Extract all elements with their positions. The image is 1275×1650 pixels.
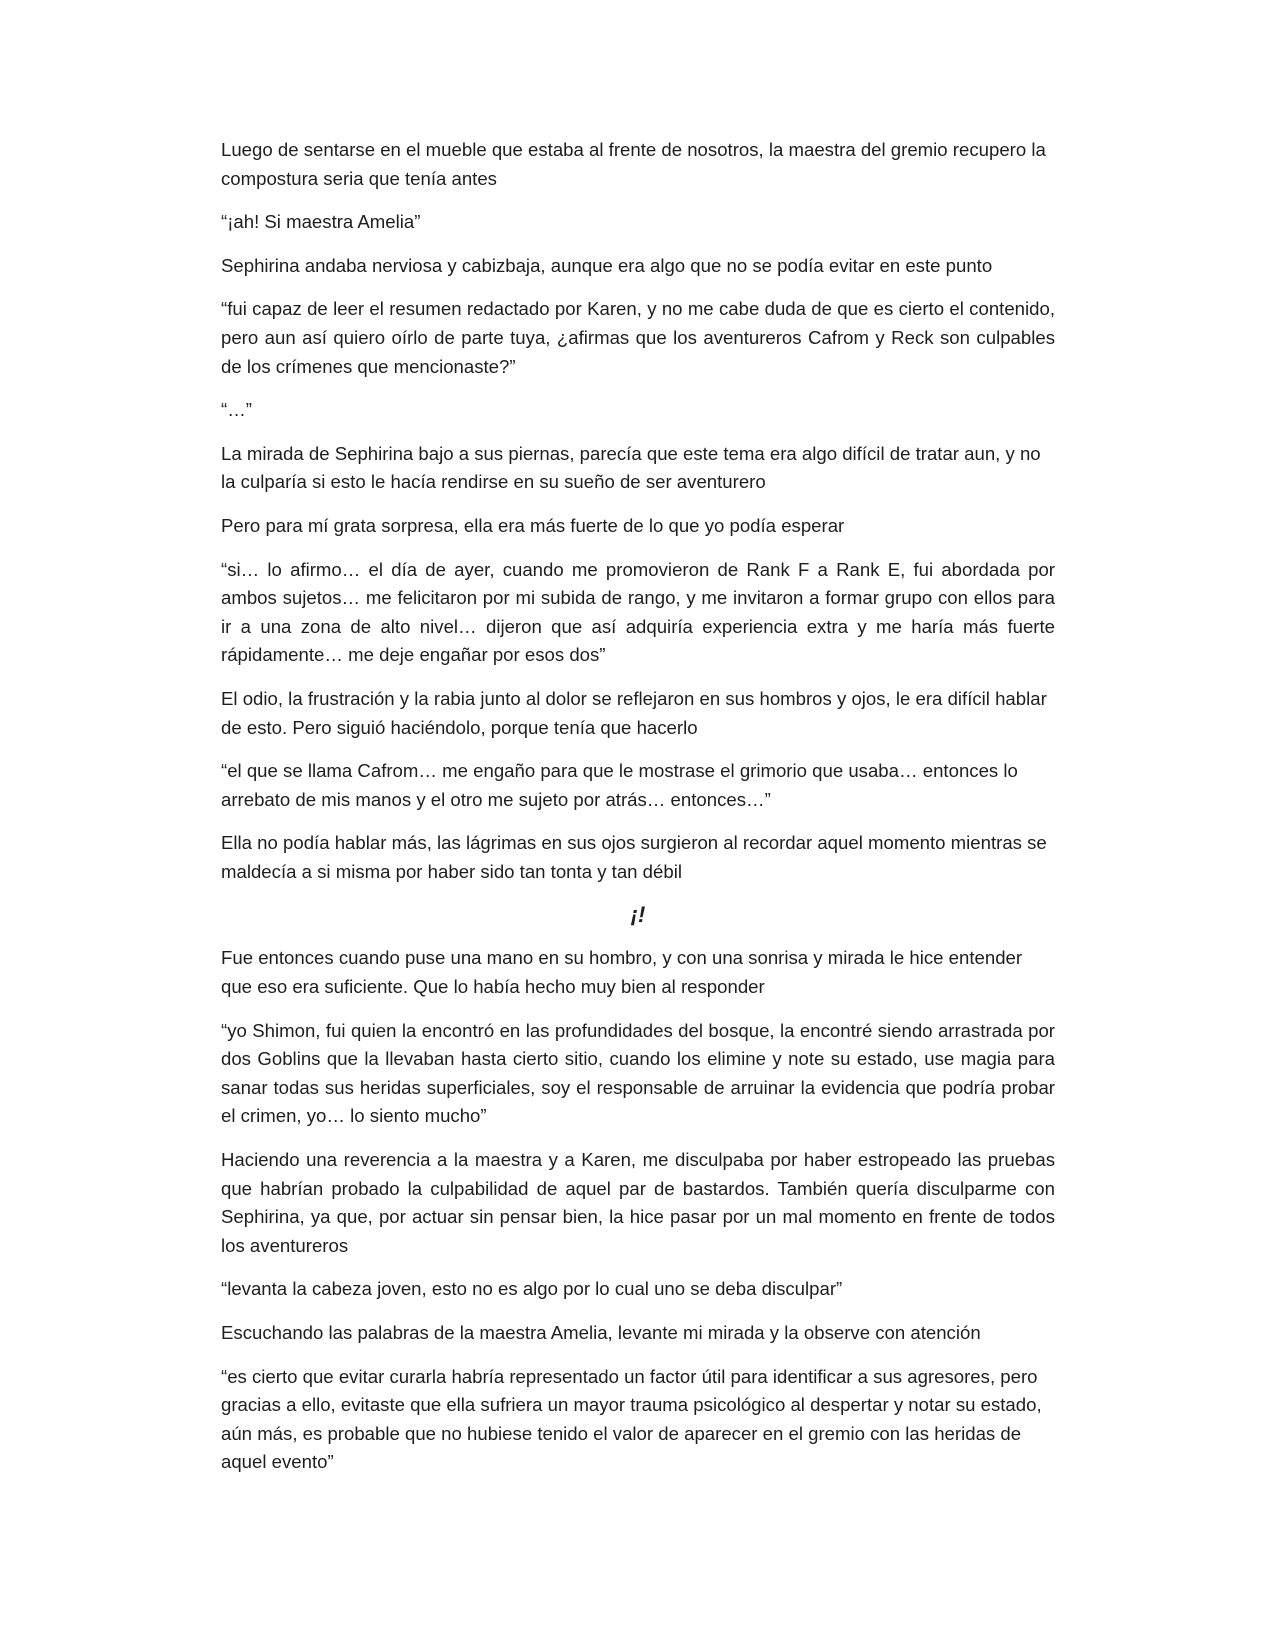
paragraph: Luego de sentarse en el mueble que estaba al frente de nosotros, la maestra del gremio recupero la compostura seria que tenía antes bbox=[221, 139, 1046, 189]
paragraph: “el que se llama Cafrom… me engaño para que le mostrase el grimorio que usaba… entonces lo arrebato de mis manos y el otro me sujeto por atrás… entonces…” bbox=[221, 760, 1018, 810]
paragraph: “…” bbox=[221, 399, 252, 421]
paragraph: “es cierto que evitar curarla habría representado un factor útil para identificar a sus agresores, pero gracias a ello, evitaste que ella sufriera un mayor trauma psicológico al despertar y notar su estado, aún más, es probable que no hubiese tenido el valor de aparecer en el gremio con las heridas de aquel evento” bbox=[221, 1365, 1042, 1473]
paragraph: “si… lo afirmo… el día de ayer, cuando me promovieron de Rank F a Rank E, fui abordada por ambos sujetos… me felicitaron por mi subida de rango, y me invitaron a formar grupo con ellos para ir a una zona de alto nivel… dijeron que así adquiría experiencia extra y me haría más fuerte rápidamente… me deje engañar por esos dos” bbox=[221, 558, 1055, 666]
paragraph: “fui capaz de leer el resumen redactado por Karen, y no me cabe duda de que es cierto el contenido, pero aun así quiero oírlo de parte tuya, ¿afirmas que los aventureros Cafrom y Reck son culpables de los crímenes que mencionaste?” bbox=[221, 298, 1055, 377]
paragraph: La mirada de Sephirina bajo a sus piernas, parecía que este tema era algo difícil de tratar aun, y no la culparía si esto le hacía rendirse en su sueño de ser aventurero bbox=[221, 442, 1041, 493]
paragraph: Fue entonces cuando puse una mano en su hombro, y con una sonrisa y mirada le hice entender que eso era suficiente. Que lo había hecho muy bien al responder bbox=[221, 947, 1023, 998]
paragraph: Sephirina andaba nerviosa y cabizbaja, aunque era algo que no se podía evitar en este punto bbox=[221, 254, 993, 276]
paragraph: “¡ah! Si maestra Amelia” bbox=[221, 211, 421, 233]
paragraph: El odio, la frustración y la rabia junto al dolor se reflejaron en sus hombros y ojos, le era difícil hablar de esto. Pero siguió haciéndolo, porque tenía que hacerlo bbox=[221, 687, 1047, 738]
paragraph: Haciendo una reverencia a la maestra y a Karen, me disculpaba por haber estropeado las pruebas que habrían probado la culpabilidad de aquel par de bastardos. También quería disculparme con Sephirina, ya que, por actuar sin pensar bien, la hice pasar por un mal momento en frente de todos los aventureros bbox=[221, 1149, 1055, 1256]
paragraph: Escuchando las palabras de la maestra Amelia, levante mi mirada y la observe con atención bbox=[221, 1322, 981, 1343]
scene-separator: ¡! bbox=[630, 902, 646, 928]
paragraph: Pero para mí grata sorpresa, ella era más fuerte de lo que yo podía esperar bbox=[221, 514, 845, 536]
paragraph: Ella no podía hablar más, las lágrimas en sus ojos surgieron al recordar aquel momento mientras se maldecía a si misma por haber sido tan tonta y tan débil bbox=[221, 832, 1047, 882]
paragraph: “levanta la cabeza joven, esto no es algo por lo cual uno se deba disculpar” bbox=[221, 1278, 843, 1300]
document-body bbox=[221, 136, 1055, 1492]
paragraph: “yo Shimon, fui quien la encontró en las profundidades del bosque, la encontré siendo arrastrada por dos Goblins que la llevaban hasta cierto sitio, cuando los elimine y note su estado, use magia para sanar todas sus heridas superficiales, soy el responsable de arruinar la evidencia que podría probar el crimen, yo… lo siento mucho” bbox=[221, 1019, 1055, 1127]
